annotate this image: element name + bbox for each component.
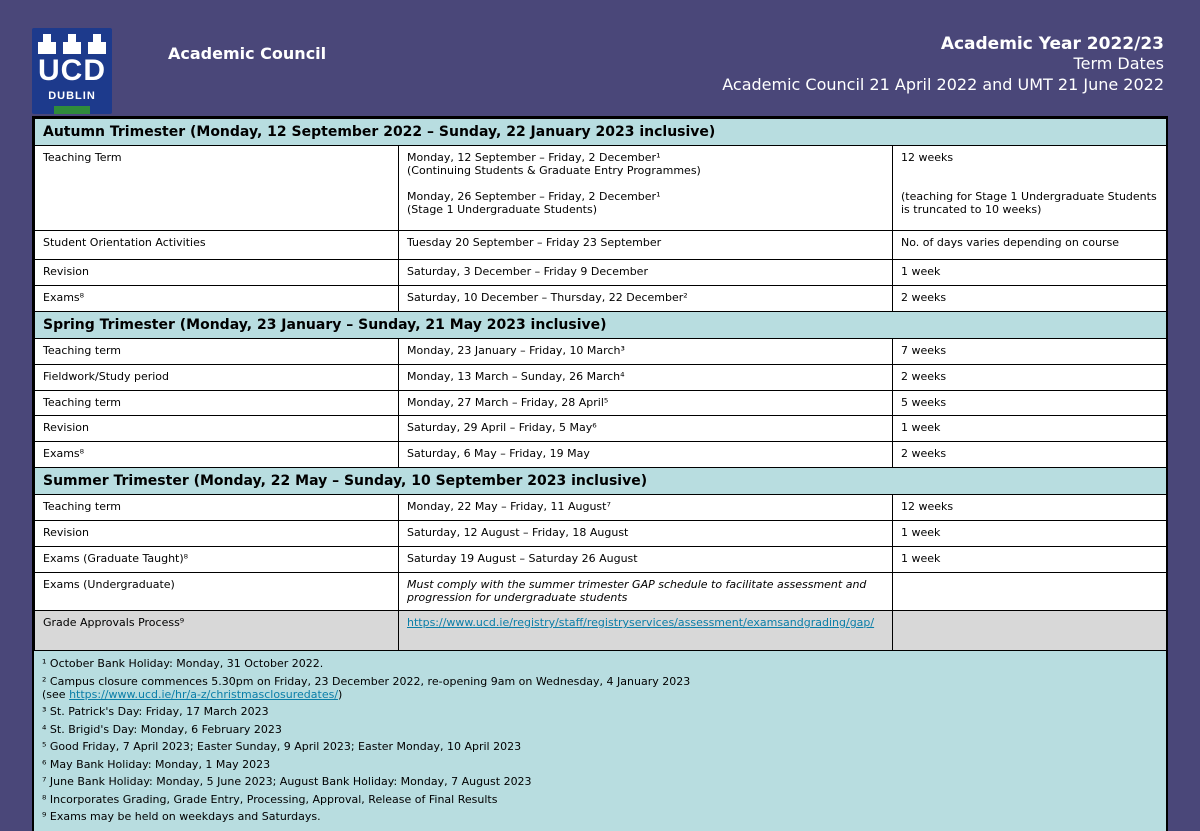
row-label: Teaching term — [35, 391, 399, 416]
date-line: Monday, 26 September – Friday, 2 December¹ — [407, 190, 661, 203]
date-note: (Continuing Students & Graduate Entry Programmes) — [407, 164, 701, 177]
table-row — [35, 286, 1167, 312]
row-duration — [893, 611, 1167, 651]
footnote-4: ⁴ St. Brigid's Day: Monday, 6 February 2023 — [42, 722, 282, 736]
tower-icon — [38, 34, 56, 54]
row-duration: 2 weeks — [893, 442, 1167, 468]
duration-note: (teaching for Stage 1 Undergraduate Students is truncated to 10 weeks) — [901, 190, 1157, 216]
term-dates-table — [34, 118, 1167, 651]
table-row — [35, 231, 1167, 260]
footnote-1: ¹ October Bank Holiday: Monday, 31 October 2022. — [42, 657, 324, 670]
council-title: Academic Council — [168, 44, 327, 63]
table-row — [35, 416, 1167, 442]
see-close: ) — [338, 687, 343, 701]
section-header-autumn — [35, 119, 1167, 146]
row-label: Exams⁸ — [35, 286, 399, 312]
row-dates: Saturday, 10 December – Thursday, 22 December² — [399, 286, 893, 312]
row-label: Exams (Graduate Taught)⁸ — [35, 547, 399, 573]
footnote-8: ⁸ Incorporates Grading, Grade Entry, Processing, Approval, Release of Final Results — [42, 792, 498, 806]
table-row — [35, 547, 1167, 573]
row-dates: Saturday, 6 May – Friday, 19 May — [399, 442, 893, 468]
row-duration: 1 week — [893, 416, 1167, 442]
row-label: Exams (Undergraduate) — [35, 573, 399, 611]
row-label: Student Orientation Activities — [35, 231, 399, 260]
harp-icon — [54, 106, 90, 114]
row-label: Revision — [35, 416, 399, 442]
row-duration: 2 weeks — [893, 286, 1167, 312]
row-label: Grade Approvals Process⁹ — [35, 611, 399, 651]
row-dates: Monday, 22 May – Friday, 11 August⁷ — [399, 495, 893, 521]
row-duration: 12 weeks — [893, 495, 1167, 521]
approval-line: Academic Council 21 April 2022 and UMT 21 June 2022 — [722, 75, 1164, 94]
header-right — [722, 34, 1164, 96]
table-row — [35, 442, 1167, 468]
row-duration: 1 week — [893, 260, 1167, 286]
logo-text: UCD — [38, 54, 106, 87]
academic-year: Academic Year 2022/23 — [940, 34, 1164, 54]
row-duration — [893, 573, 1167, 611]
footnote-9: ⁹ Exams may be held on weekdays and Saturdays. — [42, 810, 321, 823]
row-dates — [399, 611, 893, 651]
footnotes — [34, 651, 1166, 823]
table-row — [35, 521, 1167, 547]
ucd-crest-icon — [32, 28, 112, 114]
row-duration: 7 weeks — [893, 339, 1167, 365]
row-label: Revision — [35, 521, 399, 547]
row-label: Fieldwork/Study period — [35, 365, 399, 391]
row-dates: Monday, 27 March – Friday, 28 April⁵ — [399, 391, 893, 416]
footnote-3: ³ St. Patrick's Day: Friday, 17 March 2023 — [42, 705, 269, 718]
row-duration: No. of days varies depending on course — [893, 231, 1167, 260]
row-dates: Saturday 19 August – Saturday 26 August — [399, 547, 893, 573]
row-label: Teaching Term — [35, 146, 399, 231]
table-row — [35, 495, 1167, 521]
row-duration: 1 week — [893, 521, 1167, 547]
footnote-7: ⁷ June Bank Holiday: Monday, 5 June 2023; August Bank Holiday: Monday, 7 August 2023 — [42, 775, 532, 788]
row-label: Revision — [35, 260, 399, 286]
footnote-2 — [42, 675, 1158, 701]
row-dates: Monday, 23 January – Friday, 10 March³ — [399, 339, 893, 365]
row-dates: Saturday, 29 April – Friday, 5 May⁶ — [399, 416, 893, 442]
table-row — [35, 391, 1167, 416]
tower-icon — [88, 34, 106, 54]
table-row — [35, 611, 1167, 651]
section-title: Autumn Trimester (Monday, 12 September 2022 – Sunday, 22 January 2023 inclusive) — [35, 119, 1167, 146]
section-title: Spring Trimester (Monday, 23 January – Sunday, 21 May 2023 inclusive) — [35, 312, 1167, 339]
row-label: Teaching term — [35, 339, 399, 365]
row-duration: 2 weeks — [893, 365, 1167, 391]
row-duration: 1 week — [893, 547, 1167, 573]
tower-icon — [63, 34, 81, 54]
row-dates: Tuesday 20 September – Friday 23 September — [399, 231, 893, 260]
gap-schedule-link[interactable]: https://www.ucd.ie/registry/staff/registryservices/assessment/examsandgrading/gap/ — [407, 616, 875, 629]
row-duration — [893, 146, 1167, 231]
duration-line: 12 weeks — [901, 151, 954, 164]
row-label: Teaching term — [35, 495, 399, 521]
row-dates: Saturday, 3 December – Friday 9 December — [399, 260, 893, 286]
table-row — [35, 339, 1167, 365]
row-label: Exams⁸ — [35, 442, 399, 468]
table-row — [35, 260, 1167, 286]
section-title: Summer Trimester (Monday, 22 May – Sunday, 10 September 2023 inclusive) — [35, 468, 1167, 495]
term-dates-label: Term Dates — [1073, 54, 1164, 73]
section-header-spring — [35, 312, 1167, 339]
christmas-closure-link[interactable]: https://www.ucd.ie/hr/a-z/christmasclosuredates/ — [69, 687, 339, 701]
footnote-2-text: ² Campus closure commences 5.30pm on Friday, 23 December 2022, re-opening 9am on Wednesday, 4 January 2023 — [42, 674, 691, 688]
table-row — [35, 365, 1167, 391]
logo-towers — [38, 34, 106, 54]
date-line: Monday, 12 September – Friday, 2 December¹ — [407, 151, 661, 164]
term-dates-table-container — [32, 116, 1168, 831]
footnote-5: ⁵ Good Friday, 7 April 2023; Easter Sunday, 9 April 2023; Easter Monday, 10 April 2023 — [42, 740, 522, 753]
section-header-summer — [35, 468, 1167, 495]
footnote-6: ⁶ May Bank Holiday: Monday, 1 May 2023 — [42, 757, 271, 771]
row-duration: 5 weeks — [893, 391, 1167, 416]
row-dates: Must comply with the summer trimester GAP schedule to facilitate assessment and progression for undergraduate students — [399, 573, 893, 611]
footnote-2-see — [42, 688, 1158, 701]
row-dates — [399, 146, 893, 231]
date-note: (Stage 1 Undergraduate Students) — [407, 203, 598, 216]
row-dates: Saturday, 12 August – Friday, 18 August — [399, 521, 893, 547]
table-row — [35, 146, 1167, 231]
table-row — [35, 573, 1167, 611]
page-header — [0, 0, 1200, 116]
logo-subtext: DUBLIN — [48, 90, 96, 102]
see-open: (see — [42, 687, 70, 701]
row-dates: Monday, 13 March – Sunday, 26 March⁴ — [399, 365, 893, 391]
